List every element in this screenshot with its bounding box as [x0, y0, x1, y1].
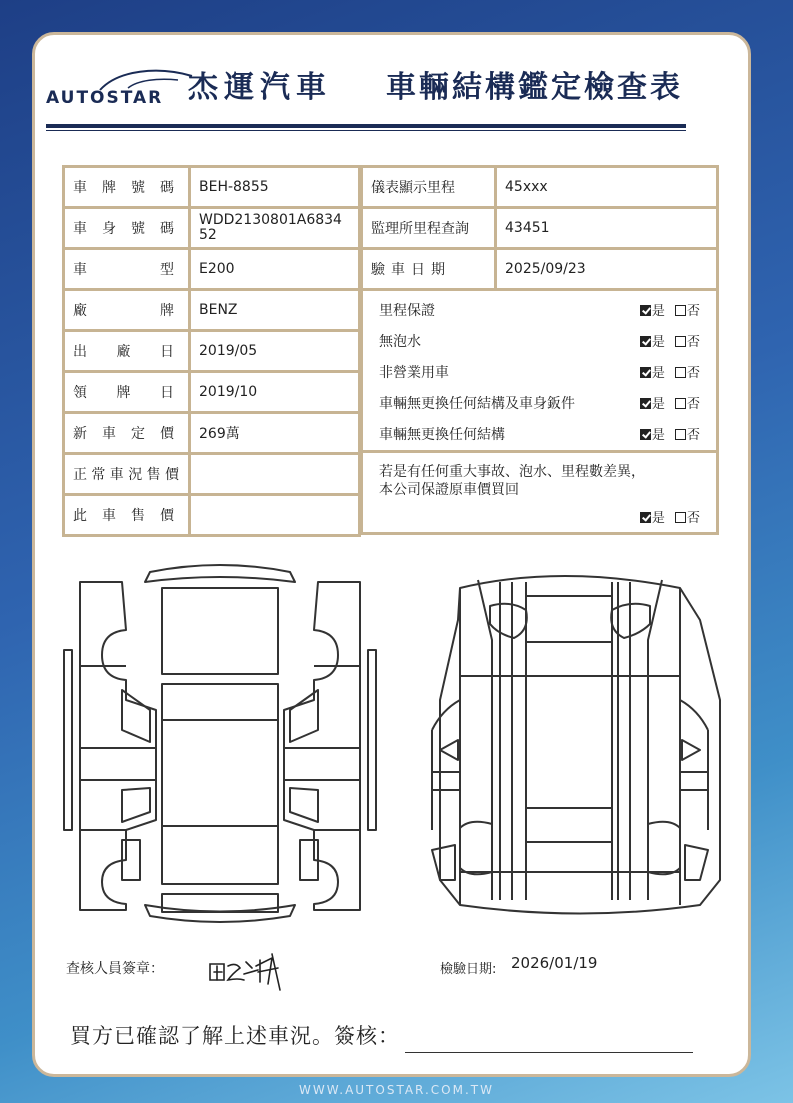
- mileage-check-table: [360, 165, 719, 535]
- field-value: [190, 454, 360, 495]
- checkbox-no[interactable]: [675, 305, 686, 316]
- top-view-diagram: [64, 565, 376, 922]
- check-item-label: 車輛無更換任何結構及車身鈑件: [379, 396, 575, 412]
- inspection-date-value: 2026/01/19: [511, 954, 598, 972]
- field-value: 43451: [496, 208, 718, 249]
- no-label: 否: [686, 511, 700, 526]
- guarantee-line-2: 本公司保證原車價買回: [379, 482, 519, 498]
- table-row: [362, 290, 718, 452]
- logo-text: AUTOSTAR: [46, 88, 164, 108]
- no-label: 否: [686, 366, 700, 381]
- header-rule-thin: [46, 130, 686, 131]
- field-label: 領牌日: [64, 372, 190, 413]
- inspection-date-label: 檢驗日期:: [440, 962, 497, 977]
- field-value: E200: [190, 249, 360, 290]
- checkbox-no[interactable]: [675, 398, 686, 409]
- frame-view-diagram: [432, 576, 720, 914]
- field-label: 車身號碼: [64, 208, 190, 249]
- check-item: [371, 293, 708, 324]
- table-row: [64, 454, 360, 495]
- table-row: [64, 167, 360, 208]
- yes-label: 是: [651, 304, 665, 319]
- check-item-label: 非營業用車: [379, 365, 449, 381]
- inspector-signature-label: 查核人員簽章：: [66, 961, 164, 977]
- handwritten-signature: [206, 950, 286, 992]
- table-row: [64, 290, 360, 331]
- table-row: [64, 372, 360, 413]
- field-value: WDD2130801A683452: [190, 208, 360, 249]
- checkbox-yes[interactable]: [640, 305, 651, 316]
- table-row: [362, 249, 718, 290]
- yes-label: 是: [651, 335, 665, 350]
- field-label: 車牌號碼: [64, 167, 190, 208]
- field-value: [190, 495, 360, 536]
- yes-label: 是: [651, 511, 665, 526]
- table-row: [362, 208, 718, 249]
- check-item-label: 里程保證: [379, 303, 435, 319]
- checkbox-no[interactable]: [675, 429, 686, 440]
- field-value: BEH-8855: [190, 167, 360, 208]
- field-label: 驗車日期: [362, 249, 496, 290]
- check-options: [640, 362, 700, 381]
- check-options: [640, 393, 700, 412]
- field-label: 正常車況售價: [64, 454, 190, 495]
- field-label: 監理所里程查詢: [362, 208, 496, 249]
- table-row: [362, 452, 718, 534]
- check-item: [371, 417, 708, 448]
- field-value: 269萬: [190, 413, 360, 454]
- vehicle-info-table: [62, 165, 361, 537]
- guarantee-options: [640, 507, 700, 526]
- header: [46, 60, 686, 118]
- field-value: 2019/05: [190, 331, 360, 372]
- field-label: 新車定價: [64, 413, 190, 454]
- check-options: [640, 331, 700, 350]
- table-row: [64, 249, 360, 290]
- checkbox-no[interactable]: [675, 512, 686, 523]
- field-label: 儀表顯示里程: [362, 167, 496, 208]
- field-value: 2025/09/23: [496, 249, 718, 290]
- check-item-label: 無泡水: [379, 334, 421, 350]
- check-item: [371, 386, 708, 417]
- checkbox-yes[interactable]: [640, 367, 651, 378]
- field-value: BENZ: [190, 290, 360, 331]
- buyer-signature-line[interactable]: [405, 1052, 693, 1053]
- field-label: 出廠日: [64, 331, 190, 372]
- checkbox-yes[interactable]: [640, 512, 651, 523]
- field-label: 車型: [64, 249, 190, 290]
- table-row: [362, 167, 718, 208]
- field-label: 廠牌: [64, 290, 190, 331]
- brand-name: 杰運汽車: [188, 70, 332, 105]
- field-label: 此車售價: [64, 495, 190, 536]
- table-row: [64, 495, 360, 536]
- table-row: [64, 413, 360, 454]
- guarantee-line-1: 若是有任何重大事故、泡水、里程數差異，: [379, 464, 645, 480]
- header-rule: [46, 124, 686, 128]
- checkbox-yes[interactable]: [640, 398, 651, 409]
- table-row: [64, 331, 360, 372]
- guarantee-cell: [362, 452, 718, 534]
- checkbox-no[interactable]: [675, 336, 686, 347]
- yes-label: 是: [651, 428, 665, 443]
- no-label: 否: [686, 428, 700, 443]
- yes-label: 是: [651, 366, 665, 381]
- field-value: 2019/10: [190, 372, 360, 413]
- field-value: 45xxx: [496, 167, 718, 208]
- check-item: [371, 324, 708, 355]
- car-structure-diagram: [60, 560, 730, 930]
- table-row: [64, 208, 360, 249]
- document-title: 車輛結構鑑定檢查表: [386, 70, 683, 105]
- checklist-cell: [362, 290, 718, 452]
- no-label: 否: [686, 304, 700, 319]
- no-label: 否: [686, 335, 700, 350]
- footer-url[interactable]: WWW.AUTOSTAR.COM.TW: [299, 1083, 494, 1097]
- yes-label: 是: [651, 397, 665, 412]
- check-item-label: 車輛無更換任何結構: [379, 427, 505, 443]
- checkbox-yes[interactable]: [640, 336, 651, 347]
- check-options: [640, 300, 700, 319]
- checkbox-yes[interactable]: [640, 429, 651, 440]
- checkbox-no[interactable]: [675, 367, 686, 378]
- check-options: [640, 424, 700, 443]
- buyer-statement: 買方已確認了解上述車況。簽核：: [70, 1024, 400, 1048]
- check-item: [371, 355, 708, 386]
- no-label: 否: [686, 397, 700, 412]
